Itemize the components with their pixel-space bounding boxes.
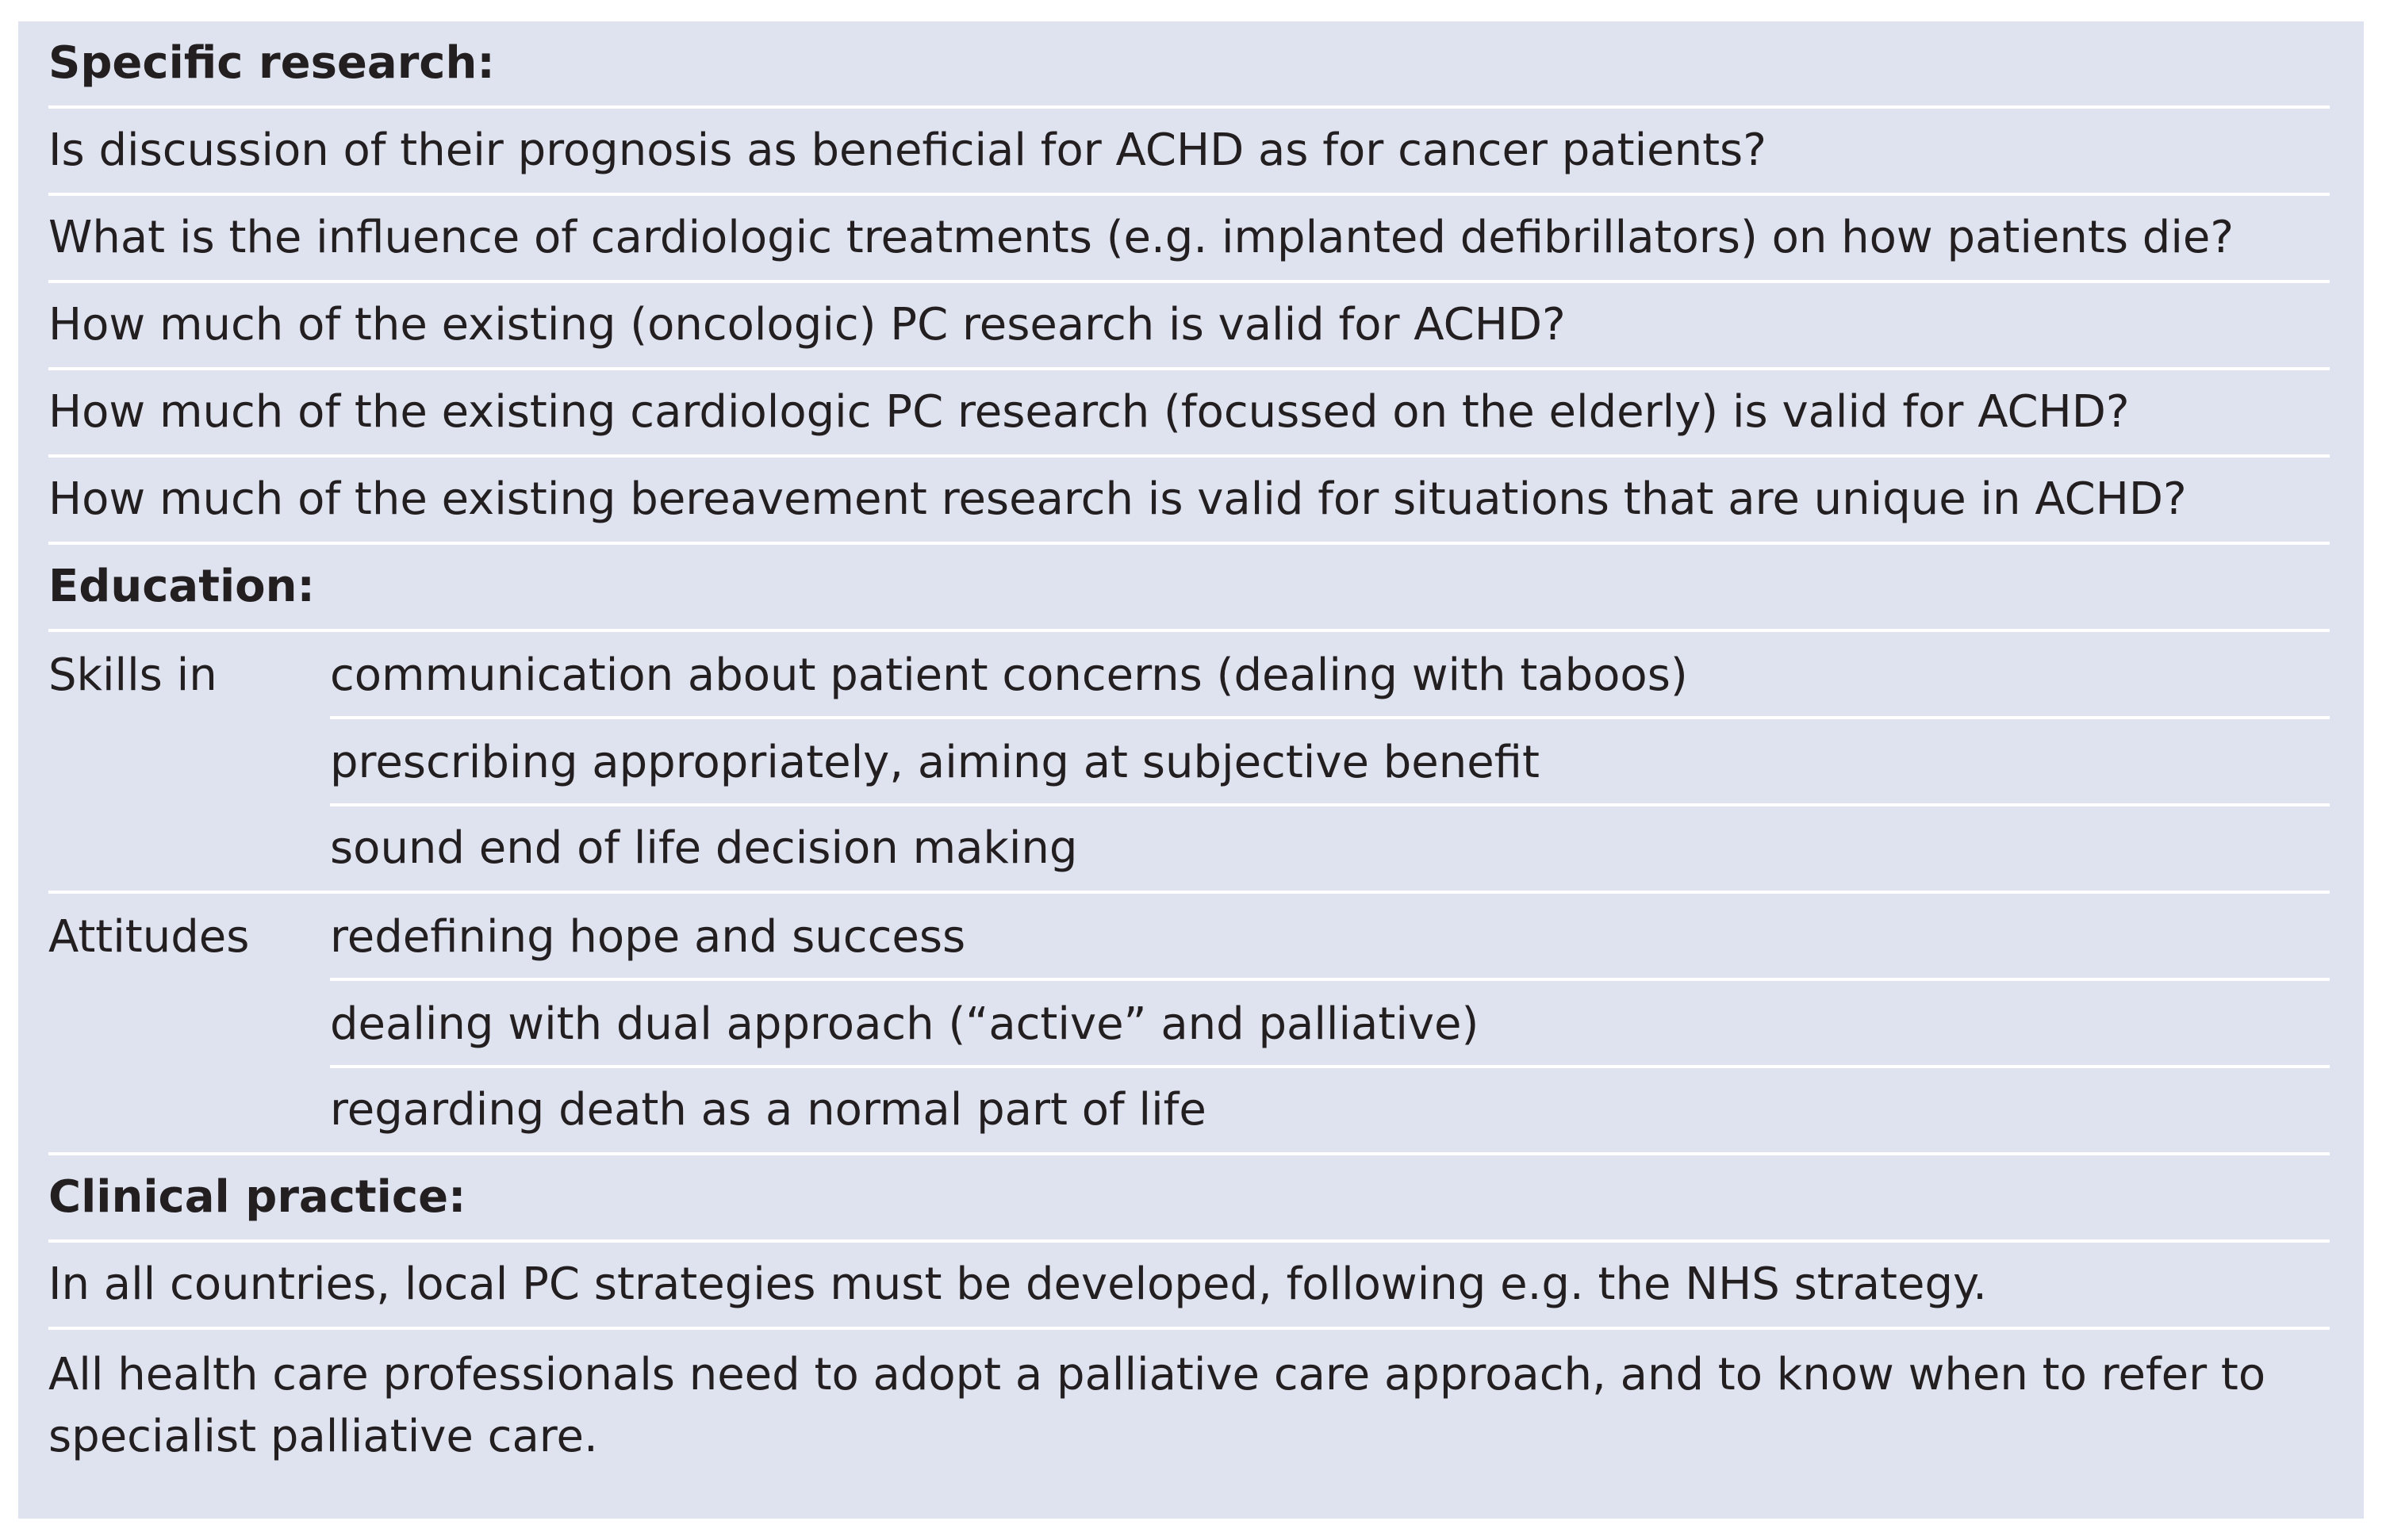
heading-text: Education:	[48, 561, 315, 612]
education-skills-row	[48, 719, 2330, 806]
attitudes-label: Attitudes	[48, 911, 250, 963]
attitudes-item: dealing with dual approach (“active” and palliative)	[330, 998, 1479, 1050]
attitudes-item: redefining hope and success	[330, 911, 966, 963]
section-heading-research	[48, 21, 2330, 109]
education-attitudes-row	[48, 981, 2330, 1068]
section-heading-education	[48, 545, 2330, 632]
research-item: Is discussion of their prognosis as beneficial for ACHD as for cancer patients?	[48, 109, 2330, 196]
research-item: How much of the existing (oncologic) PC research is valid for ACHD?	[48, 283, 2330, 370]
clinical-item: In all countries, local PC strategies must be developed, following e.g. the NHS strategy.	[48, 1243, 2330, 1330]
education-attitudes-row	[48, 1068, 2330, 1155]
research-item: How much of the existing cardiologic PC research (focussed on the elderly) is valid for ACHD?	[48, 370, 2330, 458]
attitudes-item: regarding death as a normal part of life	[330, 1084, 1206, 1136]
skills-label: Skills in	[48, 649, 217, 701]
heading-text: Specific research:	[48, 37, 495, 89]
education-skills-row	[48, 632, 2330, 719]
heading-text: Clinical practice:	[48, 1171, 466, 1223]
section-heading-clinical	[48, 1155, 2330, 1243]
research-item: What is the influence of cardiologic treatments (e.g. implanted defibrillators) on how patients die?	[48, 196, 2330, 283]
recommendations-table	[18, 21, 2364, 1519]
clinical-item: All health care professionals need to adopt a palliative care approach, and to know when to refer to specialist palliative care.	[48, 1349, 2266, 1462]
research-item: How much of the existing bereavement research is valid for situations that are unique in ACHD?	[48, 458, 2330, 545]
education-skills-row	[48, 806, 2330, 894]
skills-item: prescribing appropriately, aiming at subjective benefit	[330, 737, 1540, 788]
skills-item: sound end of life decision making	[330, 822, 1078, 874]
education-attitudes-row	[48, 894, 2330, 981]
skills-item: communication about patient concerns (dealing with taboos)	[330, 649, 1688, 701]
